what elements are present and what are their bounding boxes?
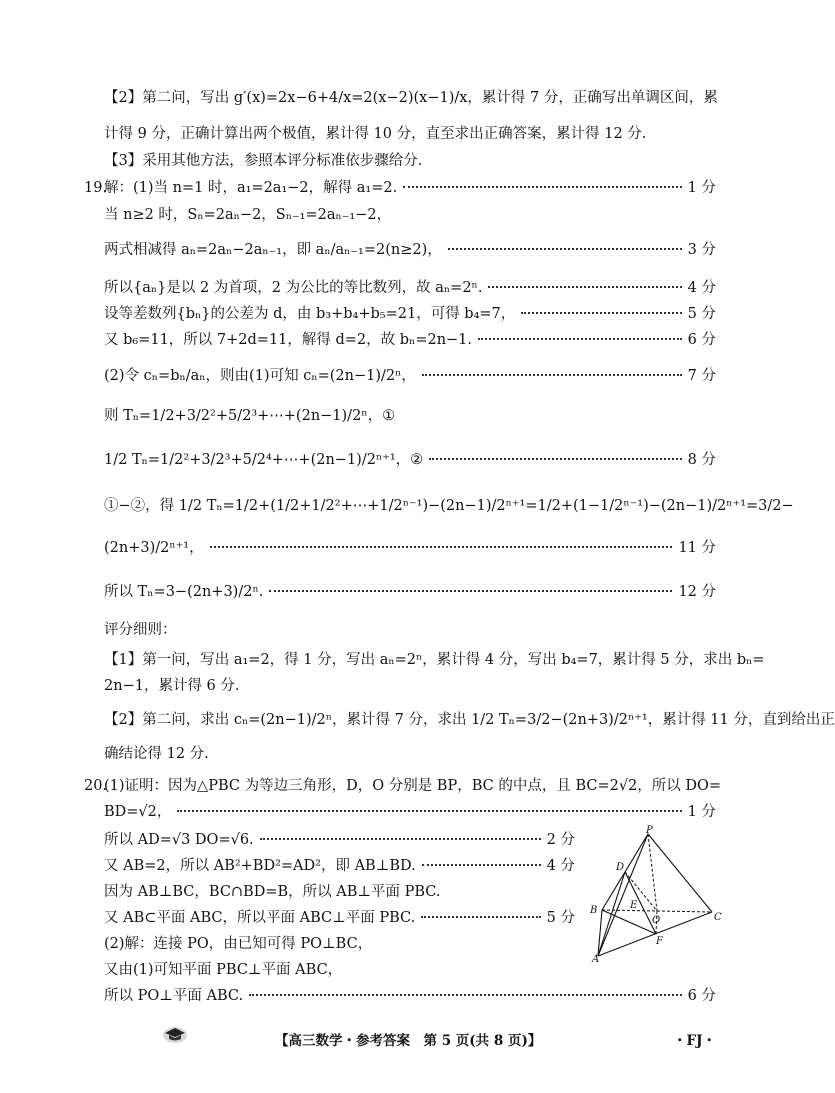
figure-label: O [652,915,661,926]
doc-line: 又 b₆=11，所以 7+2d=11，解得 d=2，故 bₙ=2n−1. 6 分 [104,332,716,348]
doc-line: (2)解：连接 PO，由已知可得 PO⊥BC， [104,936,373,952]
figure-label: P [646,825,653,836]
doc-line: (2)令 cₙ=bₙ/aₙ，则由(1)可知 cₙ=(2n−1)/2ⁿ， 7 分 [104,368,716,384]
doc-line: 评分细则： [104,622,177,638]
figure-label: E [630,900,638,911]
doc-line: 又由(1)可知平面 PBC⊥平面 ABC， [104,962,343,978]
doc-line: 解：(1)当 n=1 时，a₁=2a₁−2，解得 a₁=2. 1 分 [104,180,716,196]
doc-line: 两式相减得 aₙ=2aₙ−2aₙ₋₁，即 aₙ/aₙ₋₁=2(n≥2)， 3 分 [104,242,716,258]
doc-line: 所以 AD=√3 DO=√6. 2 分 [104,832,575,848]
doc-line: 所以 Tₙ=3−(2n+3)/2ⁿ. 12 分 [104,584,716,600]
figure-label: D [616,862,625,873]
doc-line: (2n+3)/2ⁿ⁺¹， 11 分 [104,540,716,556]
doc-line: (1)证明：因为△PBC 为等边三角形，D，O 分别是 BP，BC 的中点，且 BC=2√2，所以 DO= [104,778,722,794]
page-footer [0,1026,800,1050]
doc-line: ①−②，得 1/2 Tₙ=1/2+(1/2+1/2²+⋯+1/2ⁿ⁻¹)−(2n−1)/2ⁿ⁺¹=1/2+(1−1/2ⁿ⁻¹)−(2n−1)/2ⁿ⁺¹=3/2− [104,498,794,514]
doc-line: 2n−1，累计得 6 分. [104,678,240,694]
doc-line: 【1】第一问，写出 a₁=2，得 1 分，写出 aₙ=2ⁿ，累计得 4 分，写出 b₄=7，累计得 5 分，求出 bₙ= [104,652,765,668]
doc-line: 则 Tₙ=1/2+3/2²+5/2³+⋯+(2n−1)/2ⁿ，① [104,408,396,424]
doc-line: 【2】第二问，求出 cₙ=(2n−1)/2ⁿ，累计得 7 分，求出 1/2 Tₙ=3/2−(2n+3)/2ⁿ⁺¹，累计得 11 分，直到给出正 [104,712,835,728]
doc-line: 【3】采用其他方法，参照本评分标准依步骤给分. [104,153,423,169]
figure-label: B [590,905,598,916]
doc-line: 又 AB⊂平面 ABC，所以平面 ABC⊥平面 PBC. 5 分 [104,910,575,926]
footer-center: 【高三数学・参考答案 第 5 页(共 8 页)】 [275,1033,542,1049]
figure-label: C [714,912,722,923]
doc-line: 1/2 Tₙ=1/2²+3/2³+5/2⁴+⋯+(2n−1)/2ⁿ⁺¹，② 8 分 [104,452,716,468]
doc-line: 【2】第二问，写出 g′(x)=2x−6+4/x=2(x−2)(x−1)/x，累计得 7 分，正确写出单调区间，累 [104,90,718,106]
doc-line: 又 AB=2，所以 AB²+BD²=AD²，即 AB⊥BD. 4 分 [104,858,575,874]
doc-line: 确结论得 12 分. [104,746,209,762]
doc-line: BD=√2， 1 分 [104,804,716,820]
doc-line: 计得 9 分，正确计算出两个极值，累计得 10 分，直至求出正确答案，累计得 12 分. [104,126,647,142]
doc-line: 所以 PO⊥平面 ABC. 6 分 [104,988,716,1004]
doc-line: 所以{aₙ}是以 2 为首项，2 为公比的等比数列，故 aₙ=2ⁿ. 4 分 [104,280,716,296]
doc-line: 设等差数列{bₙ}的公差为 d，由 b₃+b₄+b₅=21，可得 b₄=7， 5 分 [104,306,716,322]
pyramid-figure [576,825,726,966]
footer-right: ・FJ・ [673,1033,716,1049]
doc-line: 因为 AB⊥BC，BC∩BD=B，所以 AB⊥平面 PBC. [104,884,441,900]
figure-label: A [592,954,600,965]
figure-label: F [656,936,663,947]
problem-number: 19. [84,180,108,196]
problem-number: 20. [84,778,108,794]
doc-line: 当 n≥2 时，Sₙ=2aₙ−2，Sₙ₋₁=2aₙ₋₁−2， [104,207,392,223]
